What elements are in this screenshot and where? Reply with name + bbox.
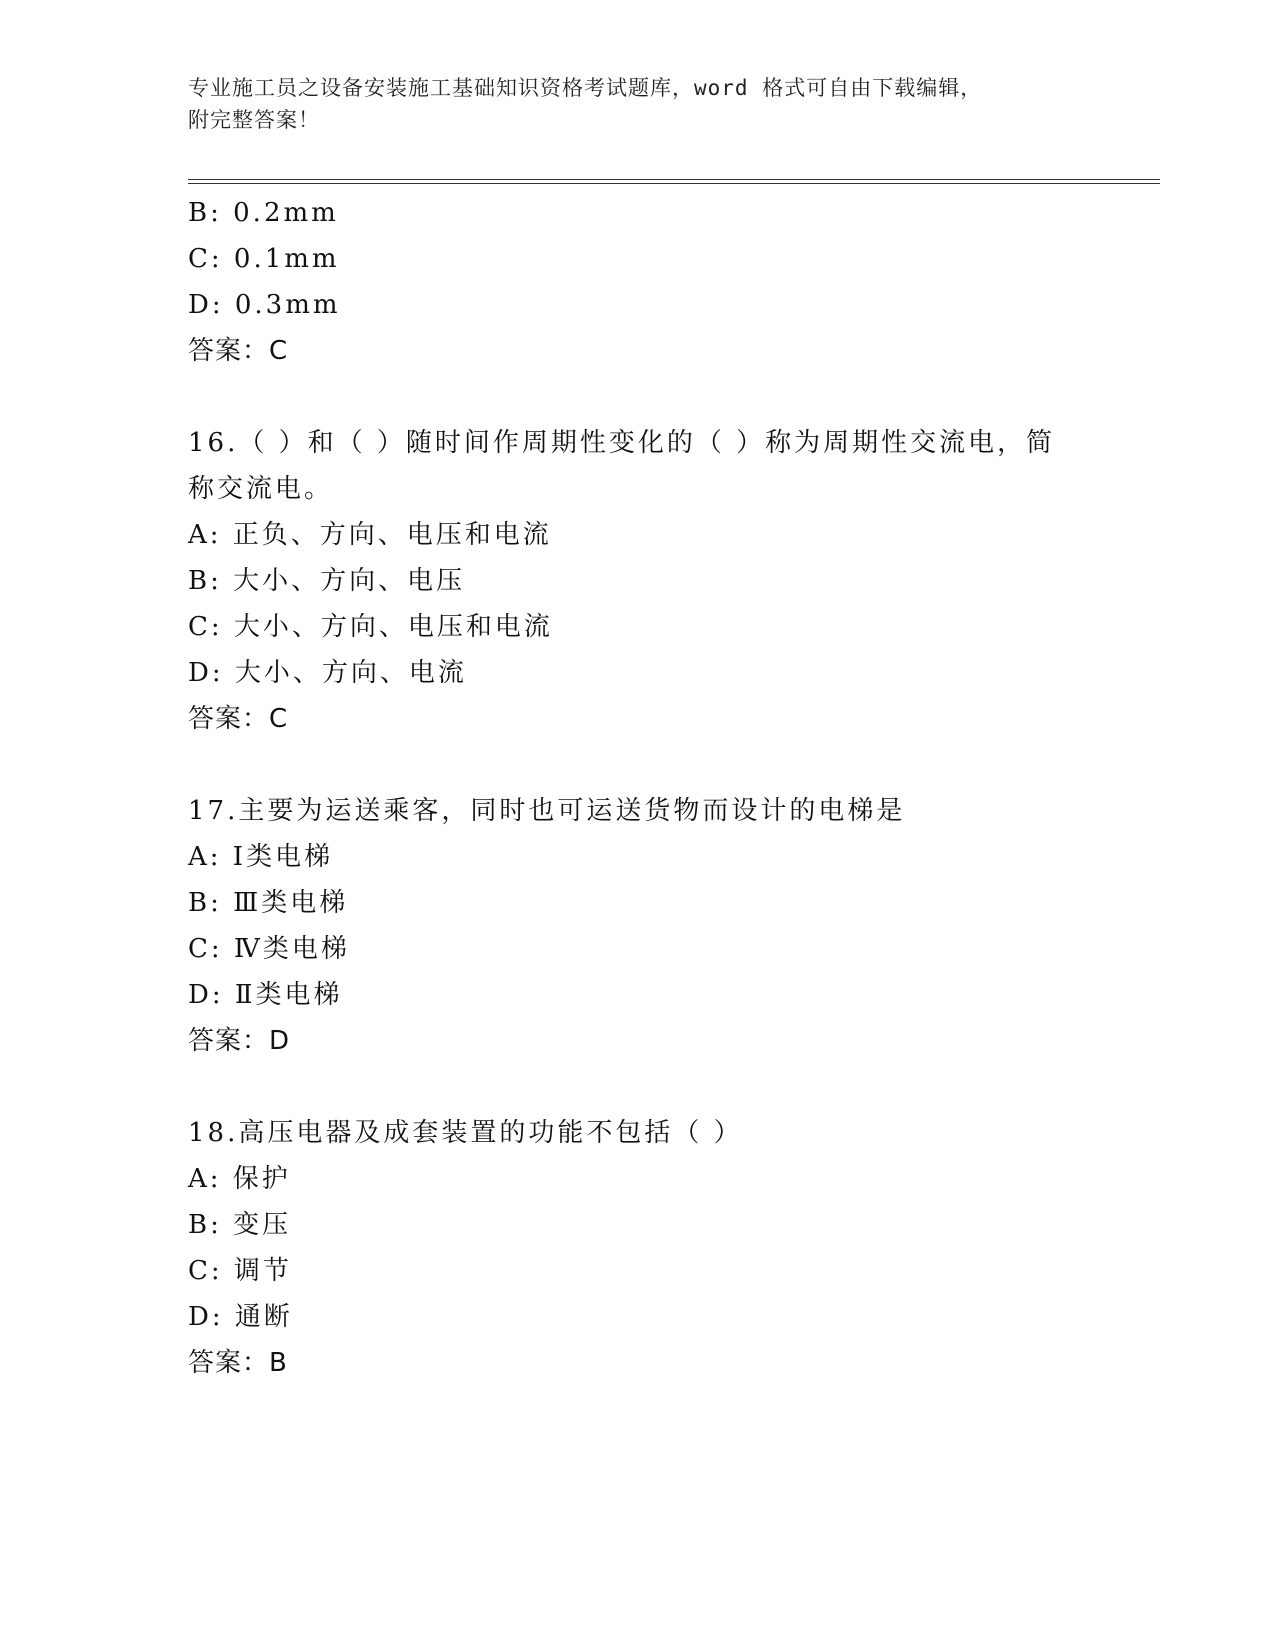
option-c: C: Ⅳ类电梯 xyxy=(188,934,350,964)
answer-line: 答案：C xyxy=(188,336,289,366)
option-c: C: 0.1mm xyxy=(188,244,340,274)
answer-line: 答案：C xyxy=(188,704,289,734)
option-a: A: 正负、方向、电压和电流 xyxy=(188,520,552,550)
option-b: B: 0.2mm xyxy=(188,198,339,228)
answer-line: 答案：D xyxy=(188,1026,291,1056)
question-text: 18.高压电器及成套装置的功能不包括（ ） xyxy=(188,1118,743,1148)
option-d: D: 0.3mm xyxy=(188,290,341,320)
question-15-tail xyxy=(188,190,1088,374)
answer-line: 答案：B xyxy=(188,1348,288,1378)
question-16 xyxy=(188,420,1088,742)
question-17 xyxy=(188,788,1088,1064)
header-rule-bottom xyxy=(188,183,1160,184)
option-b: B: Ⅲ类电梯 xyxy=(188,888,349,918)
question-18 xyxy=(188,1110,1088,1386)
option-c: C: 调节 xyxy=(188,1256,292,1286)
spacer xyxy=(188,374,1088,420)
option-d: D: 通断 xyxy=(188,1302,293,1332)
option-b: B: 变压 xyxy=(188,1210,292,1240)
question-text: 17.主要为运送乘客，同时也可运送货物而设计的电梯是 xyxy=(188,796,906,826)
option-a: A: 保护 xyxy=(188,1164,291,1194)
option-b: B: 大小、方向、电压 xyxy=(188,566,466,596)
option-c: C: 大小、方向、电压和电流 xyxy=(188,612,553,642)
option-a: A: Ⅰ类电梯 xyxy=(188,842,334,872)
header-rule-top xyxy=(188,179,1160,180)
question-text-line-1: 16.（ ）和（ ）随时间作周期性变化的（ ）称为周期性交流电，简 xyxy=(188,428,1056,458)
option-d: D: 大小、方向、电流 xyxy=(188,658,467,688)
document-header xyxy=(188,72,1088,136)
header-line-1: 专业施工员之设备安装施工基础知识资格考试题库，word 格式可自由下载编辑， xyxy=(188,76,983,100)
spacer xyxy=(188,1064,1088,1110)
spacer xyxy=(188,742,1088,788)
question-list xyxy=(188,190,1088,1386)
option-d: D: Ⅱ类电梯 xyxy=(188,980,343,1010)
header-line-2: 附完整答案！ xyxy=(188,108,320,132)
question-text-line-2: 称交流电。 xyxy=(188,474,334,504)
